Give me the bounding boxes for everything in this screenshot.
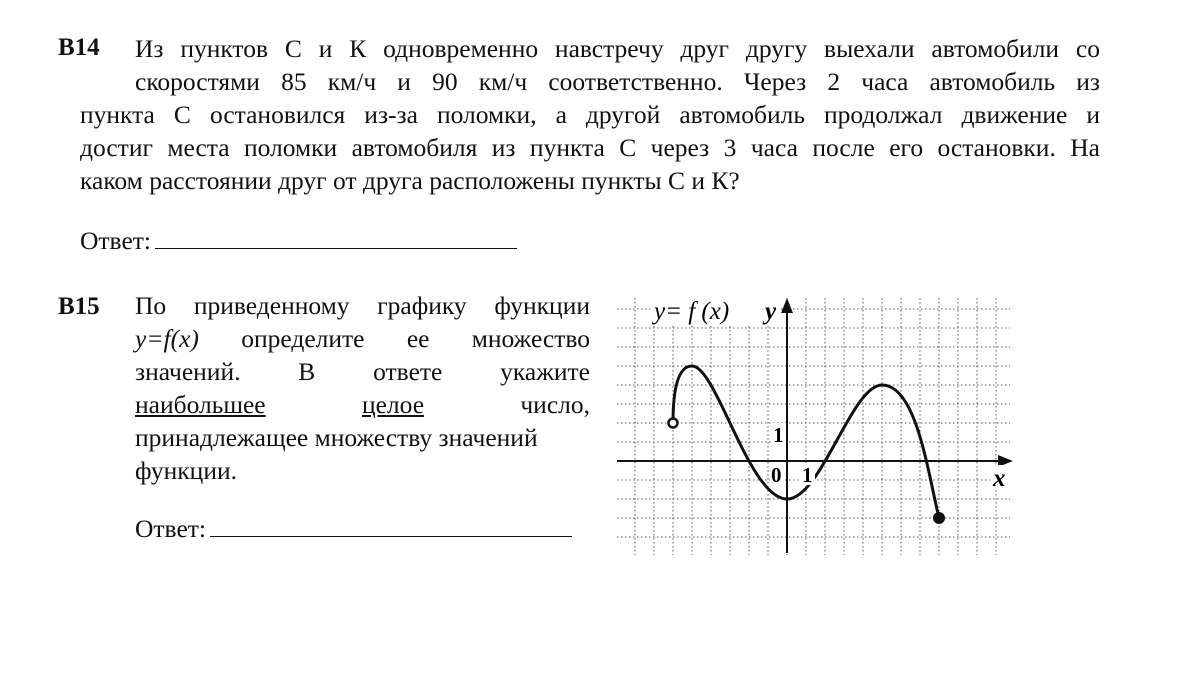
b14-line-2: скоростями 85 км/ч и 90 км/ч соответственно. Через 2 часа автомобиль из (135, 67, 1100, 96)
b15-function-notation: y=f(x) (135, 324, 199, 353)
y-axis-arrow (781, 298, 793, 313)
problem-number-b15: B15 (58, 293, 100, 320)
b15-underlined-word: целое (361, 390, 425, 419)
b15-word: число, (520, 390, 590, 419)
b15-word: множество (471, 324, 590, 353)
b15-word: графику (377, 291, 467, 320)
problem-number-b14: B14 (58, 34, 100, 61)
b15-word: значений. (135, 357, 241, 386)
b15-line-text: функции. (135, 456, 237, 485)
b15-word: По (135, 291, 167, 320)
y-axis-label: y (765, 298, 777, 325)
b15-underlined-word: наибольшее (135, 390, 266, 419)
b15-word: ее (406, 324, 430, 353)
function-label: y= f (x) (654, 298, 730, 325)
b15-word: В (298, 357, 316, 386)
b14-answer-label: Ответ: (80, 226, 151, 255)
b14-line-3: пункта С остановился из-за поломки, а другой автомобиль продолжал движение и (80, 100, 1100, 129)
b15-line-text: принадлежащее множеству значений (135, 423, 538, 452)
b15-word: укажите (500, 357, 590, 386)
x-unit-label: 1 (802, 463, 813, 487)
origin-label: 0 (771, 463, 782, 487)
b15-word: функции (494, 291, 590, 320)
x-axis-label: x (993, 465, 1006, 492)
b15-word: ответе (373, 357, 443, 386)
b14-line-5: каком расстоянии друг от друга расположены пункты С и К? (80, 166, 740, 195)
b14-line-1: Из пунктов С и К одновременно навстречу друг другу выехали автомобили со (135, 34, 1100, 63)
b15-word: приведенному (193, 291, 350, 320)
b15-answer-label: Ответ: (135, 514, 206, 543)
b14-line-4: достиг места поломки автомобиля из пункта С через 3 часа после его остановки. На (80, 133, 1100, 162)
y-unit-label: 1 (773, 423, 784, 447)
b15-word: определите (241, 324, 365, 353)
start-point-open (669, 419, 678, 428)
end-point-closed (933, 512, 945, 524)
